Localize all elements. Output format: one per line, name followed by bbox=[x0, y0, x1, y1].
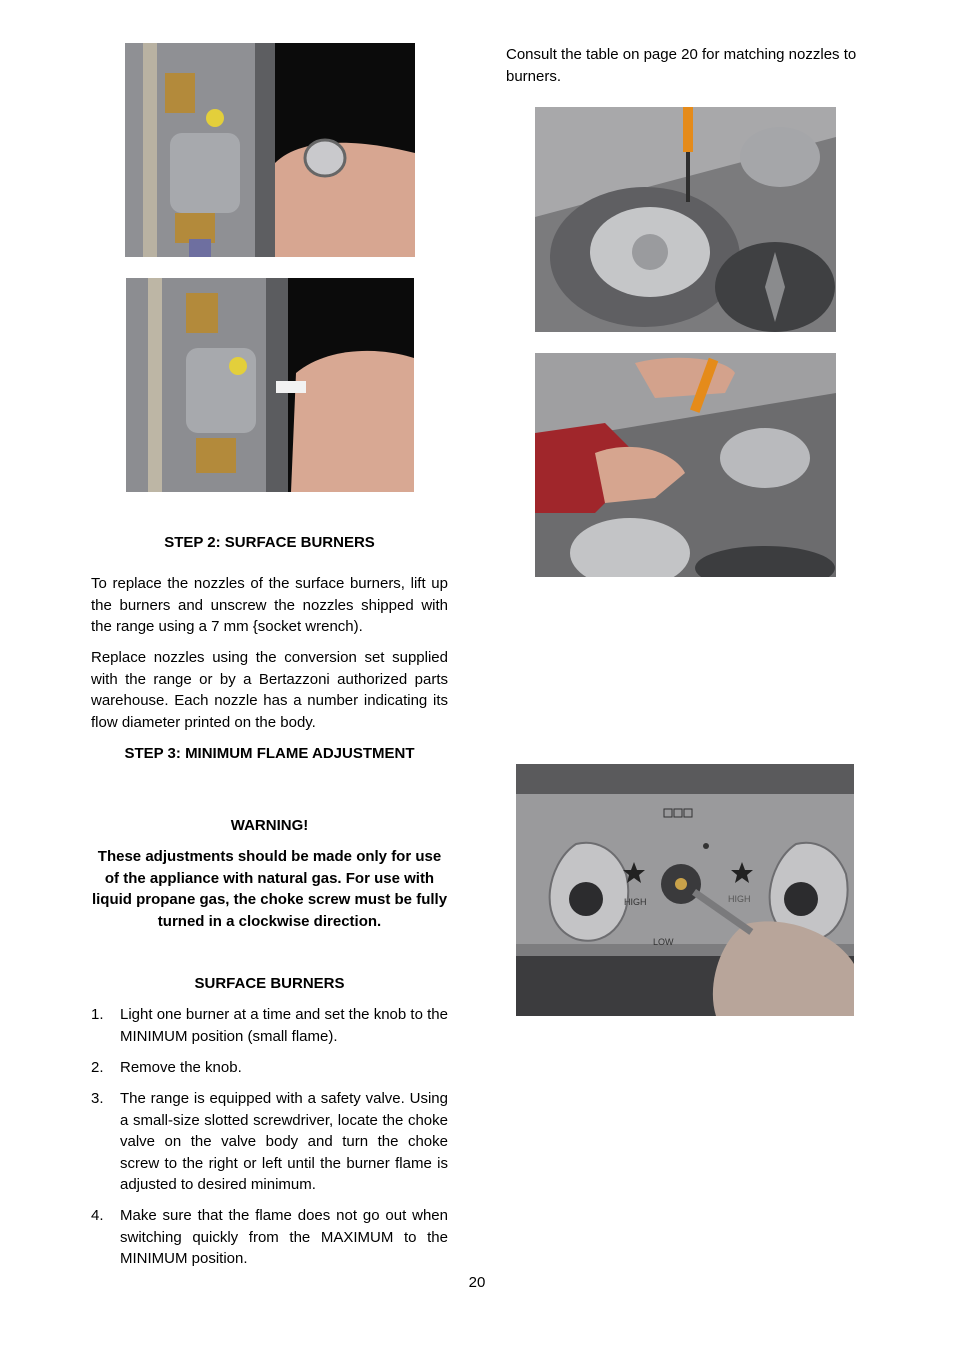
intro-text: Consult the table on page 20 for matching nozzles to burners. bbox=[506, 46, 857, 85]
list-item-step-2 bbox=[91, 1057, 448, 1079]
step2-paragraph-2 bbox=[91, 647, 448, 733]
page-number-text: 20 bbox=[468, 1274, 486, 1291]
step2-paragraph-1 bbox=[91, 573, 448, 638]
high-label-right: HIGH bbox=[728, 894, 751, 904]
list-number: 2. bbox=[91, 1059, 104, 1076]
list-text: The range is equipped with a safety valve. Using a small-size slotted screwdriver, locate the choke valve on the valve body and turn the choke screw to the right or left until the burner flame is adjusted to desired minimum. bbox=[120, 1090, 448, 1194]
warning-title-text: WARNING! bbox=[230, 817, 309, 834]
warning-body: These adjustments should be made only for use of the appliance with natural gas. For use with liquid propane gas, the choke screw must be fully turned in a clockwise direction. bbox=[91, 848, 448, 930]
step3-heading-text: STEP 3: MINIMUM FLAME ADJUSTMENT bbox=[124, 745, 415, 762]
nozzle-table-reference bbox=[506, 44, 871, 87]
list-item-step-1 bbox=[91, 1004, 448, 1047]
step2-para1-text: To replace the nozzles of the surface burners, lift up the burners and unscrew the nozzles shipped with the range using a 7 mm {socket wrench). bbox=[91, 575, 448, 636]
photo-hands-screwdriver bbox=[535, 353, 836, 577]
surface-burners-heading bbox=[91, 973, 448, 995]
photo-nozzle-reinstall bbox=[126, 278, 414, 492]
high-label-left: HIGH bbox=[624, 897, 647, 907]
step2-heading-text: STEP 2: SURFACE BURNERS bbox=[164, 534, 375, 551]
warning-title bbox=[91, 815, 448, 837]
surface-burners-heading-text: SURFACE BURNERS bbox=[194, 975, 345, 992]
list-item-step-4 bbox=[91, 1205, 448, 1270]
list-text: Make sure that the flame does not go out when switching quickly from the MAXIMUM to the MINIMUM position. bbox=[120, 1207, 448, 1268]
photo-cooktop-screwdriver bbox=[535, 107, 836, 332]
low-label: LOW bbox=[653, 937, 674, 947]
list-item-step-3 bbox=[91, 1088, 448, 1196]
list-text: Remove the knob. bbox=[120, 1059, 242, 1076]
list-number: 4. bbox=[91, 1207, 104, 1224]
page-number bbox=[0, 1274, 954, 1291]
step3-heading bbox=[91, 743, 448, 765]
step2-heading bbox=[91, 532, 448, 554]
list-number: 3. bbox=[91, 1090, 104, 1107]
list-number: 1. bbox=[91, 1006, 104, 1023]
list-text: Light one burner at a time and set the knob to the MINIMUM position (small flame). bbox=[120, 1006, 448, 1045]
step2-para2-text: Replace nozzles using the conversion set supplied with the range or by a Bertazzoni authorized parts warehouse. Each nozzle has a number indicating its flow diameter printed on the body. bbox=[91, 649, 448, 731]
warning-text bbox=[91, 846, 448, 932]
photo-control-panel-choke-adjustment bbox=[516, 764, 854, 1016]
photo-gas-regulator-nozzle-removal bbox=[125, 43, 415, 257]
